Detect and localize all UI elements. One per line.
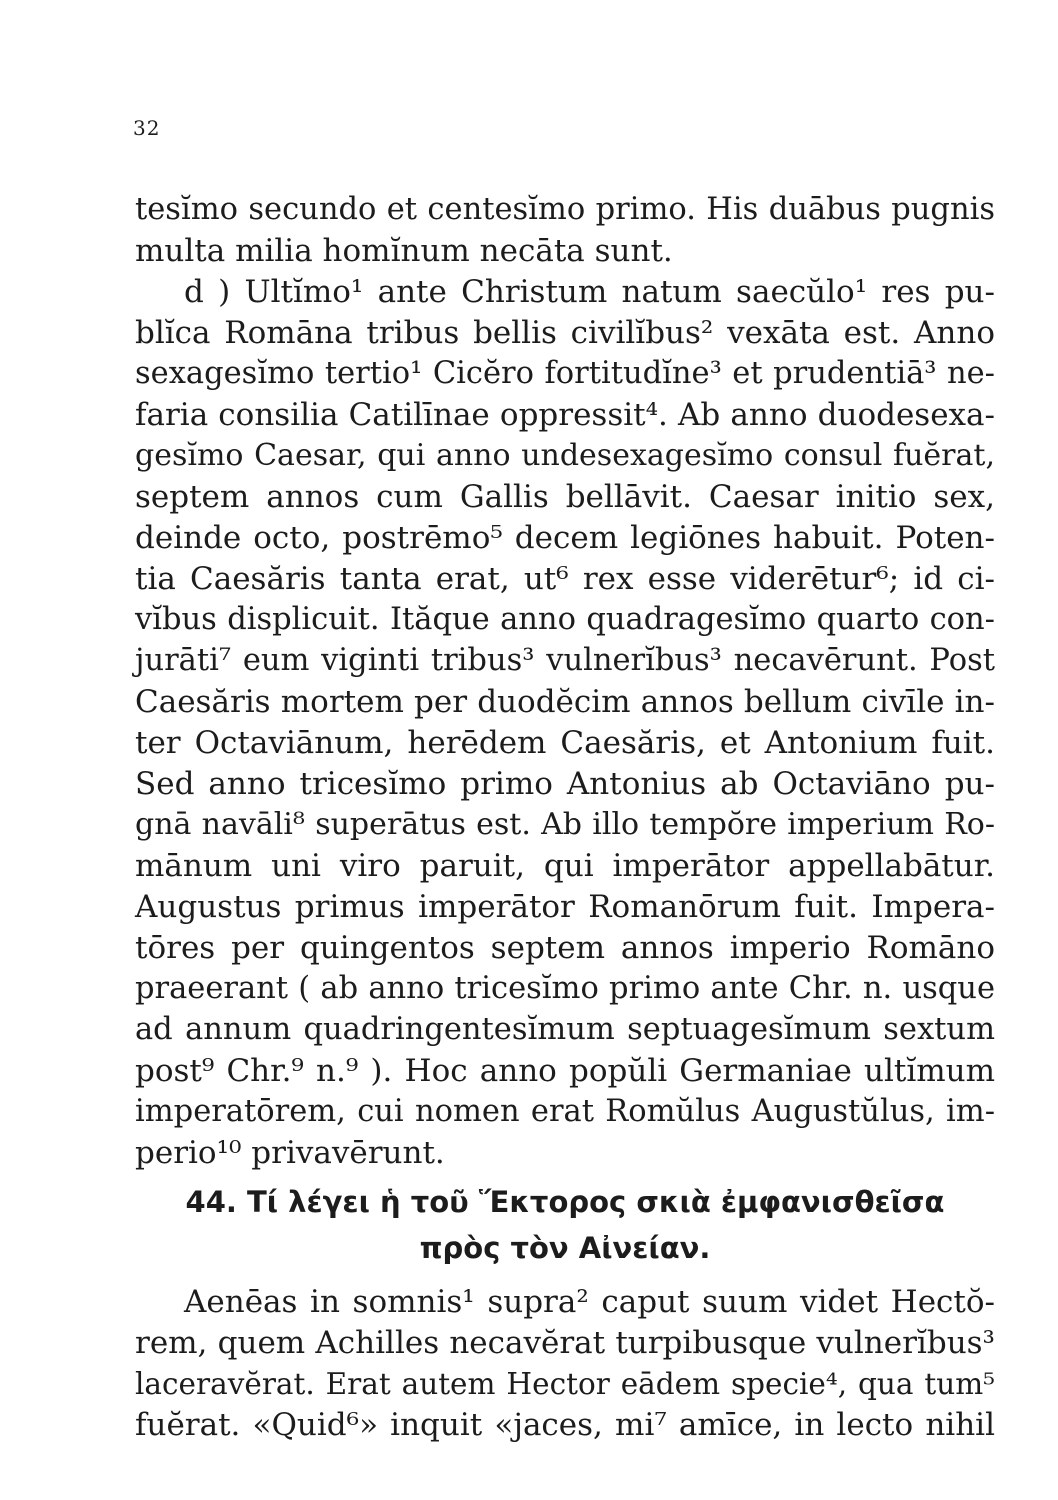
page-number: 32 (133, 116, 161, 140)
text-line: Aenēas in somnis¹ supra² caput suum videt Hectŏ- (184, 1284, 995, 1320)
text-line: Caesăris mortem per duodĕcim annos bellum civīle in- (135, 684, 995, 720)
text-line: vĭbus displicuit. Ităque anno quadragesĭmo quarto con- (135, 602, 995, 637)
text-line: septem annos cum Gallis bellāvit. Caesar initio sex, (135, 479, 995, 515)
text-line: faria consilia Catilīnae oppressit⁴. Ab anno duodesexa- (135, 397, 995, 433)
text-line: imperatōrem, cui nomen erat Romŭlus Augustŭlus, im- (135, 1094, 995, 1129)
text-line: fuĕrat. «Quid⁶» inquit «jaces, mi⁷ amīce, in lecto nihil (135, 1407, 995, 1443)
text-line: ter Octaviānum, herēdem Caesăris, et Antonium fuit. (135, 725, 995, 761)
text-line: tesĭmo secundo et centesĭmo primo. His duābus pugnis (135, 192, 995, 227)
text-line: blĭca Romāna tribus bellis civilĭbus² vexāta est. Anno (135, 315, 995, 351)
text-line: post⁹ Chr.⁹ n.⁹ ). Hoc anno popŭli Germaniae ultĭmum (135, 1053, 995, 1089)
text-line: Sed anno tricesĭmo primo Antonius ab Octaviāno pu- (135, 766, 995, 802)
text-line: Augustus primus imperātor Romanōrum fuit. Impera- (135, 889, 995, 925)
text-line: tōres per quingentos septem annos imperio Romāno (135, 930, 995, 966)
section-title-continued: πρὸς τὸν Αἰνείαν. (419, 1231, 711, 1265)
text-line: mānum uni viro paruit, qui imperātor appellabātur. (135, 848, 995, 884)
section-title: 44. Τί λέγει ἡ τοῦ Ἕκτορος σκιὰ ἐμφανισθεῖσα (185, 1185, 945, 1219)
text-line: praeerant ( ab anno tricesĭmo primo ante Chr. n. usque (135, 971, 995, 1006)
text-line: deinde octo, postrēmo⁵ decem legiōnes habuit. Poten- (135, 520, 995, 556)
text-line: jurāti⁷ eum viginti tribus³ vulnerĭbus³ necavērunt. Post (135, 643, 995, 678)
text-line: gesĭmo Caesar, qui anno undesexagesĭmo consul fuĕrat, (135, 438, 995, 473)
text-line: d ) Ultĭmo¹ ante Christum natum saecŭlo¹ res pu- (184, 274, 995, 310)
text-line: ad annum quadringentesĭmum septuagesĭmum sextum (135, 1012, 995, 1047)
text-line: rem, quem Achilles necavĕrat turpibusque vulnerĭbus³ (135, 1325, 995, 1361)
text-line: sexagesĭmo tertio¹ Cicĕro fortitudĭne³ et prudentiā³ ne- (135, 356, 995, 391)
text-line: gnā navāli⁸ superātus est. Ab illo tempŏre imperium Ro- (135, 807, 995, 842)
text-line: laceravĕrat. Erat autem Hector eādem specie⁴, qua tum⁵ (135, 1367, 995, 1401)
text-line: tia Caesăris tanta erat, ut⁶ rex esse viderētur⁶; id ci- (135, 561, 995, 597)
text-line: multa milia homĭnum necāta sunt. (135, 233, 673, 269)
text-line: perio¹⁰ privavērunt. (135, 1135, 445, 1171)
